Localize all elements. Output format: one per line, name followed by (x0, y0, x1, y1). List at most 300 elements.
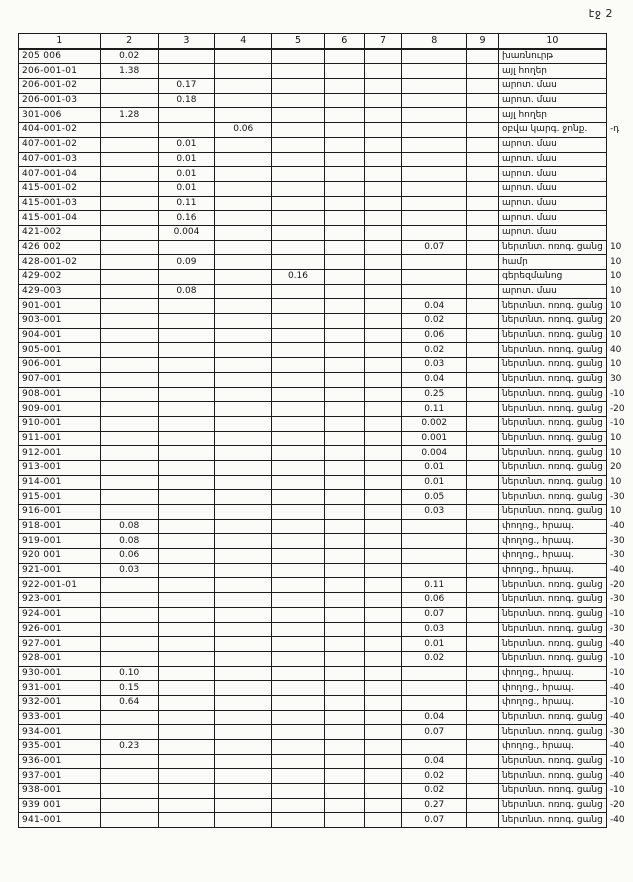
table-row (19, 622, 633, 637)
cell-col-8 (402, 255, 467, 270)
cell-col-7 (364, 740, 402, 755)
cell-col-6 (324, 593, 364, 608)
cell-col-10: այլ հողեր (498, 64, 606, 79)
cell-col-1: 428-001-02 (19, 255, 101, 270)
cell-col-8: 0.05 (402, 490, 467, 505)
column-header: 5 (272, 34, 325, 49)
cell-col-3 (158, 607, 215, 622)
table-row (19, 607, 633, 622)
cell-col-10: ներտնտ. ոռոգ. ցանց (498, 798, 606, 813)
cell-col-6 (324, 519, 364, 534)
cell-col-8 (402, 137, 467, 152)
cell-col-7 (364, 108, 402, 123)
cell-col-3 (158, 519, 215, 534)
cell-col-4 (215, 181, 272, 196)
cell-col-3: 0.11 (158, 196, 215, 211)
cell-col-2 (100, 710, 158, 725)
table-row (19, 225, 633, 240)
cell-col-4 (215, 813, 272, 828)
table-row (19, 108, 633, 123)
cell-col-2 (100, 754, 158, 769)
cell-col-2 (100, 505, 158, 520)
cell-col-2 (100, 79, 158, 94)
cell-col-5 (272, 593, 325, 608)
cell-col-2 (100, 490, 158, 505)
cell-col-7 (364, 299, 402, 314)
cell-col-4 (215, 196, 272, 211)
cell-col-10: արոտ. մաս (498, 79, 606, 94)
cell-col-2: 0.64 (100, 695, 158, 710)
cell-col-9 (467, 343, 499, 358)
cell-col-9 (467, 754, 499, 769)
cell-col-10: ներտնտ. ոռոգ. ցանց (498, 651, 606, 666)
cell-col-9 (467, 446, 499, 461)
cell-col-9 (467, 431, 499, 446)
cell-col-7 (364, 240, 402, 255)
cell-col-7 (364, 270, 402, 285)
cell-col-9 (467, 358, 499, 373)
cell-col-1: 205 006 (19, 49, 101, 64)
table-row (19, 754, 633, 769)
cell-col-5 (272, 240, 325, 255)
cell-col-7 (364, 651, 402, 666)
cell-col-5 (272, 123, 325, 138)
cell-col-3 (158, 563, 215, 578)
cell-col-9 (467, 240, 499, 255)
cell-col-2 (100, 460, 158, 475)
cell-col-4 (215, 240, 272, 255)
margin-mark: -40 (609, 711, 625, 722)
cell-col-7 (364, 784, 402, 799)
cell-col-1: 429-002 (19, 270, 101, 285)
cell-col-1: 932-001 (19, 695, 101, 710)
table-row (19, 372, 633, 387)
margin-mark: -10 (609, 697, 625, 708)
cell-col-4 (215, 769, 272, 784)
cell-col-3 (158, 769, 215, 784)
cell-col-1: 937-001 (19, 769, 101, 784)
cell-col-1: 935-001 (19, 740, 101, 755)
cell-col-7 (364, 563, 402, 578)
cell-col-7 (364, 460, 402, 475)
cell-col-7 (364, 64, 402, 79)
cell-col-10: արոտ. մաս (498, 211, 606, 226)
table-row (19, 211, 633, 226)
table-row (19, 255, 633, 270)
margin-mark: 30 (609, 374, 622, 385)
cell-col-6 (324, 255, 364, 270)
cell-col-6 (324, 196, 364, 211)
cell-col-2 (100, 725, 158, 740)
cell-col-6 (324, 211, 364, 226)
cell-col-6 (324, 460, 364, 475)
cell-col-2 (100, 240, 158, 255)
cell-col-6 (324, 240, 364, 255)
cell-col-4 (215, 534, 272, 549)
cell-col-9 (467, 181, 499, 196)
margin-mark (606, 49, 632, 64)
cell-col-10: ներտնտ. ոռոգ. ցանց (498, 416, 606, 431)
cell-col-1: 407-001-02 (19, 137, 101, 152)
cell-col-1: 911-001 (19, 431, 101, 446)
cell-col-8: 0.004 (402, 446, 467, 461)
margin-mark (606, 167, 632, 182)
cell-col-2 (100, 431, 158, 446)
table-row (19, 270, 633, 285)
cell-col-10: ներտնտ. ոռոգ. ցանց (498, 725, 606, 740)
margin-mark (606, 181, 632, 196)
margin-mark: -30 (609, 550, 625, 561)
cell-col-8: 0.06 (402, 328, 467, 343)
cell-col-10: ներտնտ. ոռոգ. ցանց (498, 387, 606, 402)
cell-col-4 (215, 651, 272, 666)
cell-col-3 (158, 358, 215, 373)
cell-col-4 (215, 505, 272, 520)
cell-col-5 (272, 79, 325, 94)
cell-col-2: 0.08 (100, 534, 158, 549)
cell-col-3: 0.18 (158, 93, 215, 108)
cell-col-9 (467, 49, 499, 64)
cell-col-5 (272, 372, 325, 387)
cell-col-10: փողոց., հրապ. (498, 534, 606, 549)
table-row (19, 93, 633, 108)
cell-col-9 (467, 196, 499, 211)
cell-col-2 (100, 416, 158, 431)
cell-col-4 (215, 358, 272, 373)
cell-col-10: ներտնտ. ոռոգ. ցանց (498, 593, 606, 608)
cell-col-8: 0.002 (402, 416, 467, 431)
cell-col-9 (467, 372, 499, 387)
cell-col-6 (324, 505, 364, 520)
cell-col-9 (467, 284, 499, 299)
cell-col-5 (272, 681, 325, 696)
cell-col-6 (324, 710, 364, 725)
cell-col-4 (215, 431, 272, 446)
cell-col-10: ներտնտ. ոռոգ. ցանց (498, 622, 606, 637)
cell-col-7 (364, 387, 402, 402)
cell-col-5 (272, 225, 325, 240)
cell-col-1: 933-001 (19, 710, 101, 725)
cell-col-6 (324, 123, 364, 138)
cell-col-7 (364, 490, 402, 505)
cell-col-4 (215, 314, 272, 329)
cell-col-8: 0.04 (402, 710, 467, 725)
cell-col-8: 0.04 (402, 754, 467, 769)
cell-col-4 (215, 460, 272, 475)
table-row (19, 64, 633, 79)
cell-col-8 (402, 519, 467, 534)
cell-col-2: 0.06 (100, 549, 158, 564)
table-row (19, 167, 633, 182)
cell-col-2 (100, 196, 158, 211)
cell-col-6 (324, 167, 364, 182)
table-row (19, 490, 633, 505)
cell-col-10: ներտնտ. ոռոգ. ցանց (498, 475, 606, 490)
cell-col-4 (215, 519, 272, 534)
cell-col-3 (158, 475, 215, 490)
table-row (19, 79, 633, 94)
cell-col-3 (158, 416, 215, 431)
cell-col-7 (364, 123, 402, 138)
table-row (19, 358, 633, 373)
cell-col-6 (324, 534, 364, 549)
cell-col-9 (467, 299, 499, 314)
cell-col-4 (215, 549, 272, 564)
cell-col-1: 924-001 (19, 607, 101, 622)
cell-col-6 (324, 372, 364, 387)
cell-col-3: 0.01 (158, 137, 215, 152)
table-row (19, 666, 633, 681)
cell-col-4 (215, 593, 272, 608)
cell-col-2 (100, 343, 158, 358)
cell-col-6 (324, 490, 364, 505)
cell-col-8: 0.11 (402, 402, 467, 417)
cell-col-1: 404-001-02 (19, 123, 101, 138)
cell-col-5 (272, 181, 325, 196)
table-row (19, 416, 633, 431)
table-row (19, 710, 633, 725)
cell-col-9 (467, 167, 499, 182)
column-header: 4 (215, 34, 272, 49)
cell-col-1: 901-001 (19, 299, 101, 314)
cell-col-6 (324, 813, 364, 828)
cell-col-5 (272, 93, 325, 108)
cell-col-9 (467, 651, 499, 666)
cell-col-7 (364, 681, 402, 696)
cell-col-7 (364, 769, 402, 784)
cell-col-8: 0.02 (402, 784, 467, 799)
table-body (19, 49, 633, 828)
cell-col-10: արոտ. մաս (498, 284, 606, 299)
cell-col-4 (215, 372, 272, 387)
cell-col-8 (402, 93, 467, 108)
cell-col-2 (100, 784, 158, 799)
cell-col-4 (215, 328, 272, 343)
cell-col-3: 0.004 (158, 225, 215, 240)
cell-col-5 (272, 460, 325, 475)
cell-col-3 (158, 725, 215, 740)
cell-col-5 (272, 725, 325, 740)
cell-col-3 (158, 123, 215, 138)
margin-mark: 10 (609, 447, 622, 458)
cell-col-10: փողոց., հրապ. (498, 740, 606, 755)
cell-col-6 (324, 328, 364, 343)
cell-col-1: 923-001 (19, 593, 101, 608)
cell-col-6 (324, 695, 364, 710)
cell-col-2: 0.03 (100, 563, 158, 578)
cell-col-7 (364, 137, 402, 152)
cell-col-3 (158, 681, 215, 696)
cell-col-4 (215, 607, 272, 622)
cell-col-4 (215, 167, 272, 182)
cell-col-10: արոտ. մաս (498, 93, 606, 108)
cell-col-8 (402, 225, 467, 240)
cell-col-1: 415-001-04 (19, 211, 101, 226)
cell-col-4 (215, 270, 272, 285)
cell-col-1: 926-001 (19, 622, 101, 637)
cell-col-3: 0.16 (158, 211, 215, 226)
cell-col-6 (324, 563, 364, 578)
cell-col-8 (402, 152, 467, 167)
column-header: 1 (19, 34, 101, 49)
cell-col-1: 916-001 (19, 505, 101, 520)
cell-col-8: 0.02 (402, 343, 467, 358)
margin-mark: -10 (609, 388, 625, 399)
margin-mark: 10 (609, 286, 622, 297)
cell-col-10: ներտնտ. ոռոգ. ցանց (498, 769, 606, 784)
cell-col-4 (215, 255, 272, 270)
cell-col-1: 918-001 (19, 519, 101, 534)
cell-col-6 (324, 446, 364, 461)
cell-col-6 (324, 358, 364, 373)
cell-col-9 (467, 695, 499, 710)
cell-col-2 (100, 578, 158, 593)
cell-col-10: ներտնտ. ոռոգ. ցանց (498, 505, 606, 520)
cell-col-9 (467, 314, 499, 329)
cell-col-1: 421-002 (19, 225, 101, 240)
cell-col-5 (272, 402, 325, 417)
cell-col-9 (467, 549, 499, 564)
cell-col-4 (215, 622, 272, 637)
table-row (19, 769, 633, 784)
cell-col-8: 0.07 (402, 607, 467, 622)
table-row (19, 740, 633, 755)
cell-col-6 (324, 137, 364, 152)
column-header: 7 (364, 34, 402, 49)
cell-col-2 (100, 651, 158, 666)
cell-col-3 (158, 578, 215, 593)
cell-col-5 (272, 64, 325, 79)
cell-col-5 (272, 754, 325, 769)
cell-col-9 (467, 108, 499, 123)
cell-col-4 (215, 387, 272, 402)
cell-col-9 (467, 534, 499, 549)
cell-col-3 (158, 622, 215, 637)
cell-col-2 (100, 167, 158, 182)
cell-col-7 (364, 754, 402, 769)
cell-col-6 (324, 93, 364, 108)
cell-col-5 (272, 255, 325, 270)
margin-mark: -30 (609, 623, 625, 634)
margin-mark: 10 (609, 300, 622, 311)
cell-col-9 (467, 402, 499, 417)
cell-col-6 (324, 314, 364, 329)
column-header: 9 (467, 34, 499, 49)
cell-col-5 (272, 505, 325, 520)
cell-col-7 (364, 49, 402, 64)
margin-mark (606, 137, 632, 152)
cell-col-2: 0.23 (100, 740, 158, 755)
cell-col-1: 903-001 (19, 314, 101, 329)
margin-mark: -20 (609, 403, 625, 414)
cell-col-6 (324, 578, 364, 593)
cell-col-3 (158, 710, 215, 725)
cell-col-10: համր (498, 255, 606, 270)
cell-col-2 (100, 328, 158, 343)
cell-col-5 (272, 314, 325, 329)
cell-col-10: արոտ. մաս (498, 181, 606, 196)
cell-col-4 (215, 798, 272, 813)
cell-col-6 (324, 798, 364, 813)
cell-col-3 (158, 740, 215, 755)
cell-col-10: ներտնտ. ոռոգ. ցանց (498, 402, 606, 417)
table-row (19, 475, 633, 490)
cell-col-8 (402, 563, 467, 578)
cell-col-4 (215, 137, 272, 152)
cell-col-10: փողոց., հրապ. (498, 681, 606, 696)
cell-col-2 (100, 372, 158, 387)
cell-col-9 (467, 93, 499, 108)
cell-col-9 (467, 681, 499, 696)
table-header-row (19, 34, 633, 49)
cell-col-6 (324, 431, 364, 446)
cell-col-4 (215, 108, 272, 123)
cell-col-8: 0.02 (402, 314, 467, 329)
cell-col-2: 0.08 (100, 519, 158, 534)
cell-col-1: 407-001-03 (19, 152, 101, 167)
cell-col-9 (467, 578, 499, 593)
margin-mark (606, 93, 632, 108)
cell-col-2 (100, 123, 158, 138)
margin-mark: -40 (609, 565, 625, 576)
cell-col-2 (100, 637, 158, 652)
cell-col-8: 0.07 (402, 813, 467, 828)
cell-col-6 (324, 343, 364, 358)
cell-col-6 (324, 64, 364, 79)
cell-col-7 (364, 255, 402, 270)
cell-col-10: ներտնտ. ոռոգ. ցանց (498, 754, 606, 769)
table-row (19, 387, 633, 402)
cell-col-10: փողոց., հրապ. (498, 695, 606, 710)
cell-col-9 (467, 152, 499, 167)
cell-col-9 (467, 622, 499, 637)
cell-col-4 (215, 49, 272, 64)
cell-col-8: 0.07 (402, 240, 467, 255)
cell-col-10: ներտնտ. ոռոգ. ցանց (498, 314, 606, 329)
cell-col-8 (402, 740, 467, 755)
cell-col-5 (272, 167, 325, 182)
cell-col-6 (324, 725, 364, 740)
cell-col-8: 0.02 (402, 651, 467, 666)
cell-col-10: ներտնտ. ոռոգ. ցանց (498, 578, 606, 593)
cell-col-7 (364, 79, 402, 94)
cell-col-1: 936-001 (19, 754, 101, 769)
cell-col-5 (272, 284, 325, 299)
column-header: 8 (402, 34, 467, 49)
cell-col-2 (100, 387, 158, 402)
cell-col-10: արոտ. մաս (498, 152, 606, 167)
cell-col-1: 922-001-01 (19, 578, 101, 593)
cell-col-5 (272, 637, 325, 652)
cell-col-9 (467, 784, 499, 799)
cell-col-6 (324, 284, 364, 299)
margin-mark-header (606, 34, 632, 49)
cell-col-1: 941-001 (19, 813, 101, 828)
table-row (19, 196, 633, 211)
cell-col-3 (158, 446, 215, 461)
cell-col-1: 905-001 (19, 343, 101, 358)
cell-col-7 (364, 549, 402, 564)
cell-col-8: 0.11 (402, 578, 467, 593)
margin-mark: -10 (609, 756, 625, 767)
cell-col-4 (215, 490, 272, 505)
cell-col-1: 934-001 (19, 725, 101, 740)
cell-col-10: ներտնտ. ոռոգ. ցանց (498, 372, 606, 387)
cell-col-3 (158, 695, 215, 710)
cell-col-3 (158, 108, 215, 123)
cell-col-1: 939 001 (19, 798, 101, 813)
margin-mark (606, 108, 632, 123)
